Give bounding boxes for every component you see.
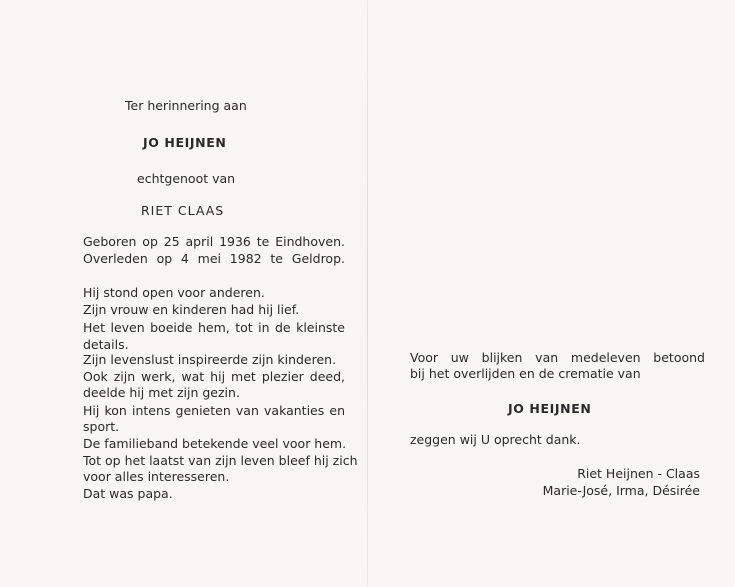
text-line: Het leven boeide hem, tot in de kleinste	[83, 320, 345, 335]
right-panel	[368, 0, 735, 587]
born-line: Geboren op 25 april 1936 te Eindhoven.	[83, 234, 345, 249]
signature-line: Riet Heijnen - Claas	[577, 466, 700, 481]
deceased-name: JO HEIJNEN	[143, 135, 227, 150]
text-line: Ook zijn werk, wat hij met plezier deed,	[83, 369, 345, 384]
deceased-name-right: JO HEIJNEN	[508, 401, 592, 416]
text-line: Zijn levenslust inspireerde zijn kinderen.	[83, 352, 337, 367]
text-line: sport.	[83, 419, 120, 434]
text-line: Tot op het laatst van zijn leven bleef hij zich	[83, 453, 358, 468]
text-line: Dat was papa.	[83, 486, 173, 501]
thanks-intro-line: bij het overlijden en de crematie van	[410, 366, 641, 381]
text-line: deelde hij met zijn gezin.	[83, 385, 240, 400]
text-line: Hij kon intens genieten van vakanties en	[83, 403, 345, 418]
text-line: details.	[83, 337, 129, 352]
text-line: Zijn vrouw en kinderen had hij lief.	[83, 302, 300, 317]
text-line: Hij stond open voor anderen.	[83, 285, 265, 300]
thanks-line: zeggen wij U oprecht dank.	[410, 432, 581, 447]
text-line: De familieband betekende veel voor hem.	[83, 436, 347, 451]
spouse-name: RIET CLAAS	[141, 203, 225, 218]
heading: Ter herinnering aan	[125, 98, 247, 113]
spouse-prefix: echtgenoot van	[137, 171, 236, 186]
thanks-intro-line: Voor uw blijken van medeleven betoond	[410, 350, 705, 365]
signature-line: Marie-José, Irma, Désirée	[542, 483, 700, 498]
died-line: Overleden op 4 mei 1982 te Geldrop.	[83, 251, 345, 266]
text-line: voor alles interesseren.	[83, 469, 230, 484]
